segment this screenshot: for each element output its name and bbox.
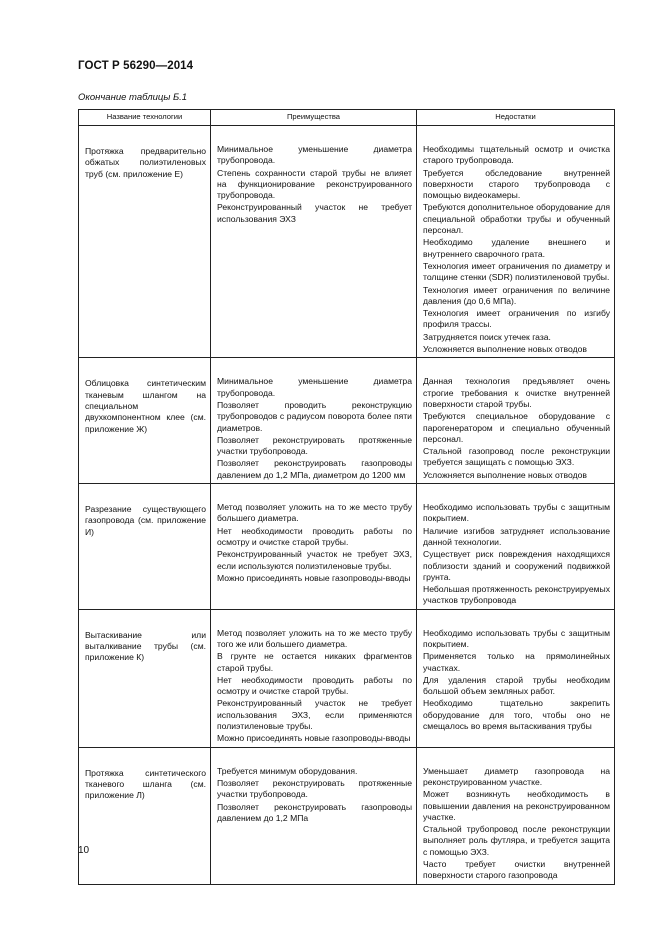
disadvantages-cell: [417, 358, 615, 484]
advantage-item: Требуется минимум оборудования.: [217, 765, 358, 776]
disadvantage-item: Необходимо тщательно закрепить оборудование для того, чтобы оно не смещалось во время вытаскивания трубы: [423, 698, 610, 732]
table-row: [79, 484, 615, 610]
disadvantage-item: Требуются дополнительное оборудование для специальной обработки трубы и обученный персонал.: [423, 202, 610, 236]
technology-name: Разрезание существующего газопровода (см. приложение И): [85, 504, 206, 537]
advantage-item: Степень сохранности старой трубы не влияет на функционирование реконструированного трубопровода.: [217, 167, 412, 201]
technology-name: Протяжка синтетического тканевого шланга (см. приложение Л): [85, 767, 206, 801]
disadvantage-item: Часто требует очистки внутренней поверхности старого газопровода: [423, 859, 610, 881]
advantage-item: Реконструированный участок не требует использования ЭХЗ, если применяются полиэтиленовые трубы.: [217, 698, 412, 732]
technology-name: Протяжка предварительно обжатых полиэтиленовых труб (см. приложение Е): [85, 146, 206, 179]
disadvantage-item: Может возникнуть необходимость в повышении давления на реконструированном участке.: [423, 789, 610, 822]
disadvantages-cell: [417, 126, 615, 358]
table-row: [79, 609, 615, 747]
page-number: 10: [78, 845, 90, 856]
disadvantage-item: Требуются специальное оборудование с парогенератором и специально обученный персонал.: [423, 411, 610, 444]
table-row: [79, 747, 615, 884]
advantages-cell: [211, 747, 417, 884]
disadvantage-item: Применяется только на прямолинейных участках.: [423, 651, 610, 673]
disadvantage-item: Существует риск повреждения находящихся поблизости зданий и сооружений подвижкой грунта.: [423, 549, 610, 582]
disadvantages-cell: [417, 609, 615, 747]
advantage-item: Реконструированный участок не требует использования ЭХЗ: [217, 202, 412, 224]
advantages-cell: [211, 484, 417, 610]
technology-name-cell: [79, 609, 211, 747]
disadvantage-item: Необходимо удаление внешнего и внутреннего сварочного грата.: [423, 237, 610, 259]
column-header-advantages: Преимущества: [211, 110, 417, 126]
technology-name-cell: [79, 358, 211, 484]
advantage-item: Позволяет реконструировать газопроводы давлением до 1,2 МПа: [217, 801, 412, 823]
advantages-cell: [211, 126, 417, 358]
disadvantage-item: Затрудняется поиск утечек газа.: [423, 331, 551, 342]
disadvantage-item: Технология имеет ограничения по величине давления (до 0,6 МПа).: [423, 284, 610, 306]
advantage-item: Нет необходимости проводить работы по осмотру и очистке старой трубы.: [217, 525, 412, 547]
disadvantage-item: Требуется обследование внутренней поверхности старого трубопровода с помощью видеокамеры.: [423, 167, 610, 201]
table-header-row: [79, 110, 615, 126]
advantage-item: Позволяет проводить реконструкцию трубопроводов с радиусом поворота более пяти диаметров.: [217, 399, 412, 433]
disadvantages-cell: [417, 747, 615, 884]
document-code: ГОСТ Р 56290—2014: [78, 60, 194, 72]
technologies-table: [78, 109, 615, 885]
advantage-item: Минимальное уменьшение диаметра трубопровода.: [217, 376, 412, 398]
disadvantage-item: Усложняется выполнение новых отводов: [423, 469, 587, 480]
disadvantage-item: Необходимо использовать трубы с защитным покрытием.: [423, 502, 610, 524]
technology-name-cell: [79, 484, 211, 610]
disadvantage-item: Усложняется выполнение новых отводов: [423, 344, 587, 355]
disadvantage-item: Стальной газопровод после реконструкции требуется защищать с помощью ЭХЗ.: [423, 446, 610, 468]
disadvantage-item: Небольшая протяженность реконструируемых участков трубопровода: [423, 584, 610, 606]
technology-name: Вытаскивание или выталкивание трубы (см. приложение К): [85, 629, 206, 663]
advantage-item: Реконструированный участок не требует ЭХЗ, если используются полиэтиленовые трубы.: [217, 549, 412, 571]
disadvantage-item: Данная технология предъявляет очень строгие требования к очистке внутренней поверхности старой трубы.: [423, 376, 610, 409]
disadvantage-item: Необходимо использовать трубы с защитным покрытием.: [423, 627, 610, 649]
disadvantage-item: Уменьшает диаметр газопровода на реконструированном участке.: [423, 765, 610, 787]
disadvantage-item: Наличие изгибов затрудняет использование данной технологии.: [423, 525, 610, 547]
disadvantage-item: Для удаления старой трубы необходим большой объем земляных работ.: [423, 674, 610, 697]
advantage-item: Можно присоединять новые газопроводы-вводы: [217, 572, 411, 583]
disadvantages-cell: [417, 484, 615, 610]
advantage-item: Позволяет реконструировать протяженные участки трубопровода.: [217, 777, 412, 800]
advantage-item: Минимальное уменьшение диаметра трубопровода.: [217, 144, 412, 166]
disadvantage-item: Технология имеет ограничения по диаметру и толщине стенки (SDR) полиэтиленовой трубы.: [423, 260, 610, 283]
technology-name-cell: [79, 747, 211, 884]
table-body: [79, 126, 615, 885]
table-row: [79, 358, 615, 484]
advantages-cell: [211, 358, 417, 484]
disadvantage-item: Технология имеет ограничения по изгибу профиля трассы.: [423, 308, 610, 330]
advantage-item: Метод позволяет уложить на то же место трубу того же или большего диаметра.: [217, 627, 412, 649]
advantage-item: В грунте не остается никаких фрагментов старой трубы.: [217, 651, 412, 673]
disadvantage-item: Необходимы тщательный осмотр и очистка старого трубопровода.: [423, 144, 610, 166]
technology-name: Облицовка синтетическим тканевым шлангом на специальном двухкомпонентном клее (см. приложение Ж): [85, 378, 206, 434]
advantage-item: Нет необходимости проводить работы по осмотру и очистке старой трубы.: [217, 674, 412, 697]
advantage-item: Позволяет реконструировать протяженные участки трубопровода.: [217, 434, 412, 457]
technology-name-cell: [79, 126, 211, 358]
table-caption: Окончание таблицы Б.1: [78, 92, 188, 103]
disadvantage-item: Стальной трубопровод после реконструкции выполняет роль футляра, и требуется защита с помощью ЭХЗ.: [423, 824, 610, 857]
advantage-item: Можно присоединять новые газопроводы-вводы: [217, 733, 411, 744]
column-header-disadvantages: Недостатки: [417, 110, 615, 126]
column-header-name: Название технологии: [79, 110, 211, 126]
advantage-item: Метод позволяет уложить на то же место трубу большего диаметра.: [217, 502, 412, 524]
table-row: [79, 126, 615, 358]
advantage-item: Позволяет реконструировать газопроводы давлением до 1,2 МПа, диаметром до 1200 мм: [217, 458, 412, 480]
advantages-cell: [211, 609, 417, 747]
